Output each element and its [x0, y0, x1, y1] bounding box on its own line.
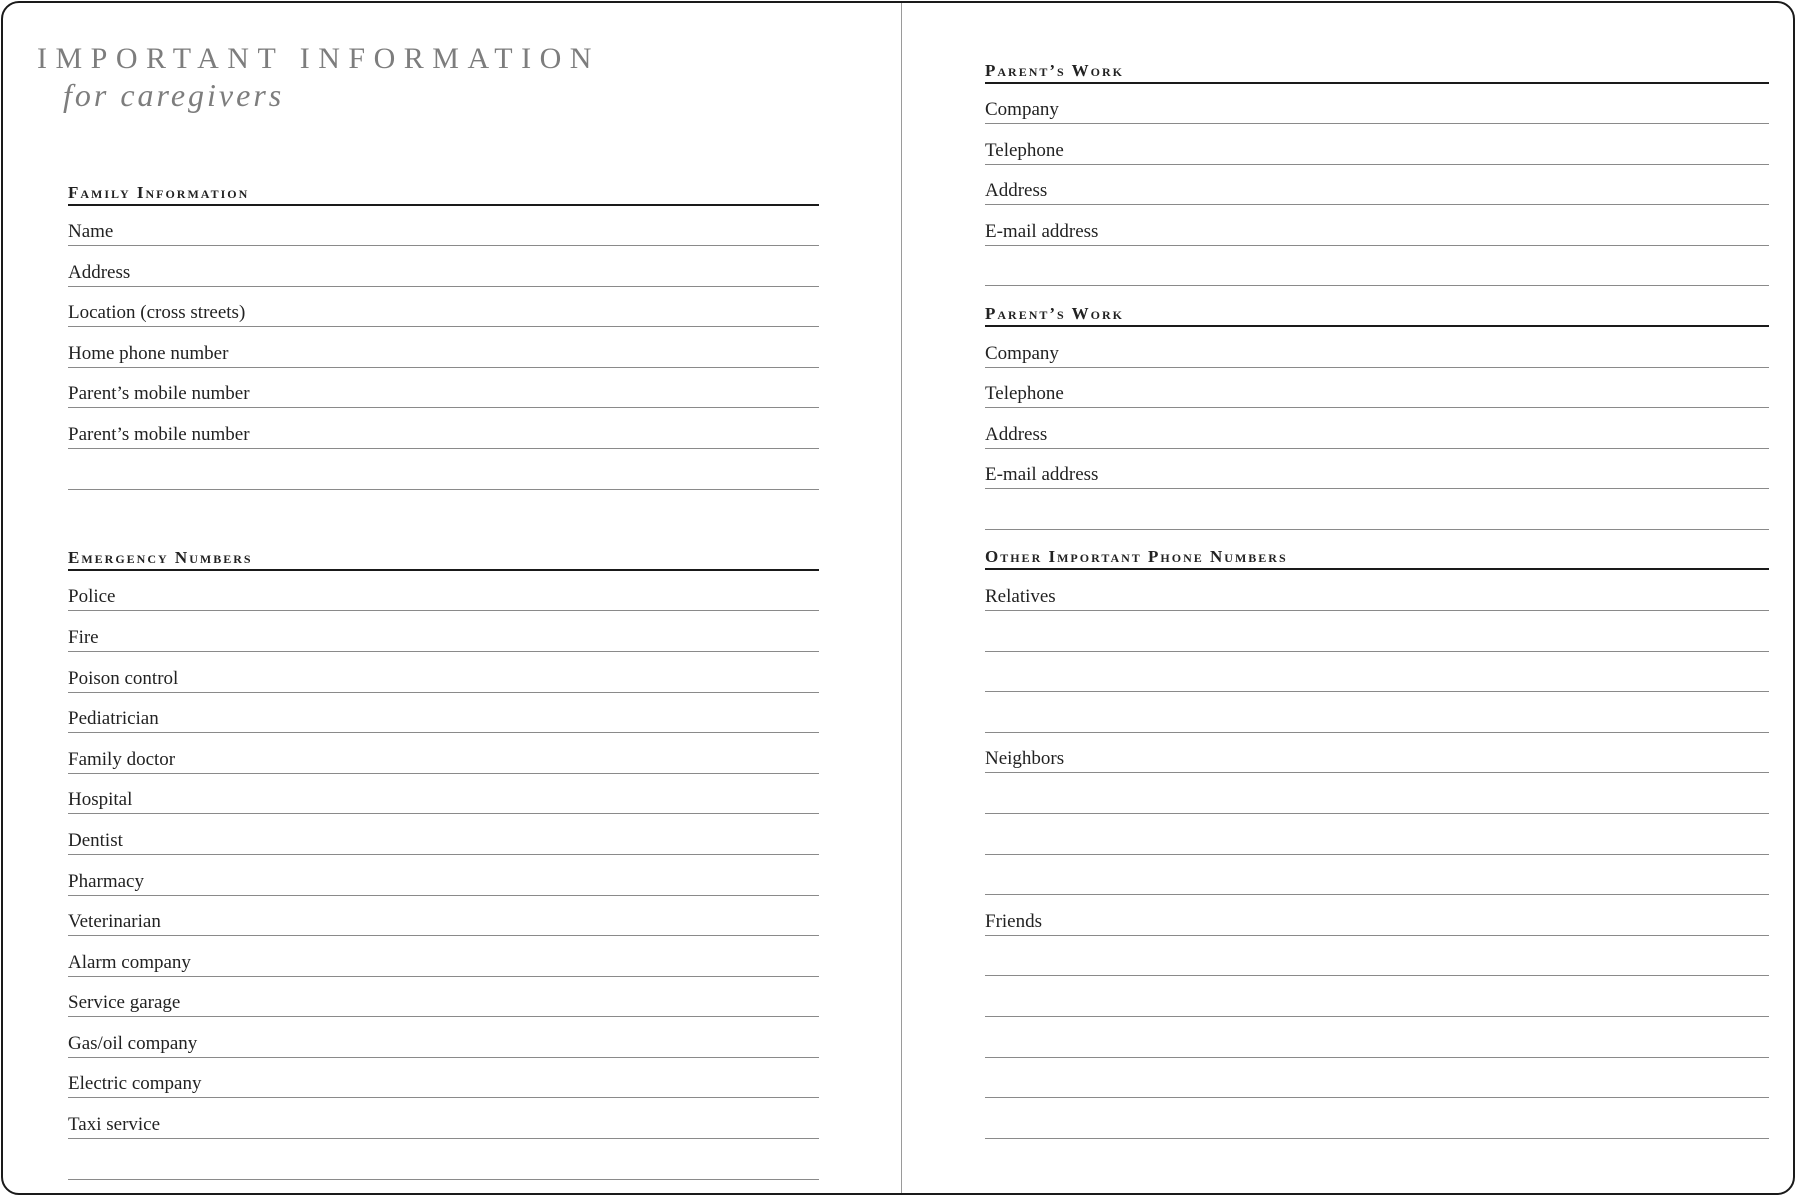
form-row-parent-mobile-2: Parent’s mobile number — [68, 408, 819, 449]
form-row-electric-company: Electric company — [68, 1058, 819, 1099]
parents-work-header-1: Parent’s Work — [985, 43, 1769, 84]
form-row-blank — [985, 652, 1769, 693]
form-row-blank — [985, 489, 1769, 530]
form-row-pharmacy: Pharmacy — [68, 855, 819, 896]
form-row-taxi-service: Taxi service — [68, 1098, 819, 1139]
form-row-blank — [985, 855, 1769, 896]
parents-work-section-2 — [985, 286, 1769, 529]
form-row-veterinarian: Veterinarian — [68, 896, 819, 937]
form-row-gas-oil-company: Gas/oil company — [68, 1017, 819, 1058]
book-spread — [1, 1, 1795, 1195]
form-row-blank — [985, 1017, 1769, 1058]
form-row-hospital: Hospital — [68, 774, 819, 815]
family-information-header: Family Information — [68, 165, 819, 206]
form-row-address: Address — [985, 408, 1769, 449]
form-row-name: Name — [68, 206, 819, 247]
form-row-blank — [985, 976, 1769, 1017]
right-page-column — [985, 43, 1769, 1139]
form-row-blank — [985, 936, 1769, 977]
section-gap — [68, 490, 819, 531]
form-row-family-doctor: Family doctor — [68, 733, 819, 774]
form-row-blank — [985, 1058, 1769, 1099]
form-row-blank — [985, 814, 1769, 855]
form-row-blank — [985, 773, 1769, 814]
form-row-poison-control: Poison control — [68, 652, 819, 693]
form-row-email-address: E-mail address — [985, 205, 1769, 246]
form-row-dentist: Dentist — [68, 814, 819, 855]
form-row-telephone: Telephone — [985, 368, 1769, 409]
form-row-blank — [985, 246, 1769, 287]
form-row-location: Location (cross streets) — [68, 287, 819, 328]
parents-work-header-2: Parent’s Work — [985, 286, 1769, 327]
form-row-police: Police — [68, 571, 819, 612]
form-row-fire: Fire — [68, 611, 819, 652]
title-subtitle: for caregivers — [63, 77, 285, 113]
form-row-address: Address — [68, 246, 819, 287]
form-row-alarm-company: Alarm company — [68, 936, 819, 977]
page-title — [37, 41, 600, 113]
title-main: IMPORTANT INFORMATION — [37, 42, 600, 75]
other-important-numbers-section — [985, 530, 1769, 1139]
form-row-pediatrician: Pediatrician — [68, 693, 819, 734]
form-row-blank — [68, 449, 819, 490]
form-row-company: Company — [985, 84, 1769, 125]
form-row-parent-mobile-1: Parent’s mobile number — [68, 368, 819, 409]
form-row-blank — [985, 692, 1769, 733]
form-row-relatives: Relatives — [985, 570, 1769, 611]
form-row-address: Address — [985, 165, 1769, 206]
form-row-friends: Friends — [985, 895, 1769, 936]
form-row-company: Company — [985, 327, 1769, 368]
parents-work-section-1 — [985, 43, 1769, 286]
form-row-blank — [68, 1139, 819, 1180]
form-row-blank — [985, 611, 1769, 652]
family-information-section — [68, 165, 819, 490]
left-page-column — [68, 165, 819, 1180]
other-important-numbers-header: Other Important Phone Numbers — [985, 530, 1769, 571]
form-row-neighbors: Neighbors — [985, 733, 1769, 774]
form-row-blank — [985, 1098, 1769, 1139]
form-row-email-address: E-mail address — [985, 449, 1769, 490]
emergency-numbers-header: Emergency Numbers — [68, 530, 819, 571]
emergency-numbers-section — [68, 530, 819, 1179]
page-spine — [901, 3, 902, 1193]
form-row-service-garage: Service garage — [68, 977, 819, 1018]
form-row-home-phone: Home phone number — [68, 327, 819, 368]
form-row-telephone: Telephone — [985, 124, 1769, 165]
